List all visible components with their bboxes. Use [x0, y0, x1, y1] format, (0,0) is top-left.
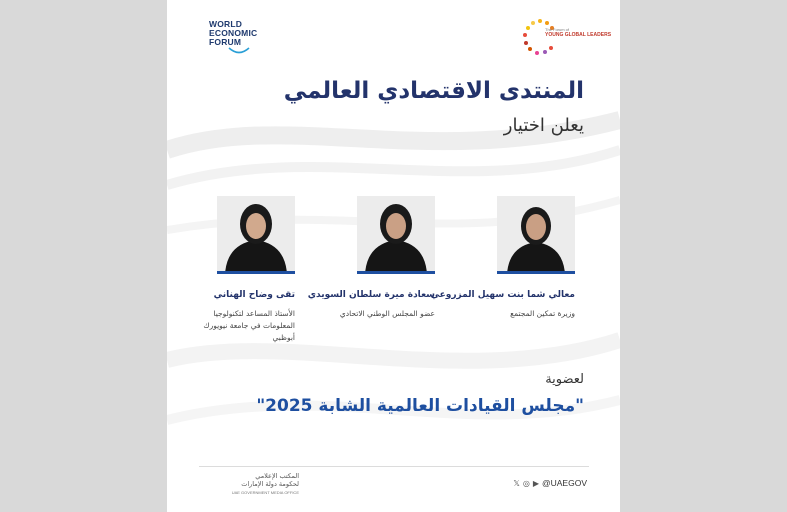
person-photo [497, 196, 575, 274]
person-name: معالي شما بنت سهيل المزروعي [430, 290, 575, 300]
wef-logo-line1: WORLD [209, 19, 243, 29]
wef-logo-line3: FORUM [209, 37, 242, 47]
person-name: سعادة ميرة سلطان السويدي [307, 290, 435, 300]
person-name: تقى وضاح الهناني [213, 290, 295, 300]
wef-logo-line2: ECONOMIC [209, 28, 258, 38]
person-card [430, 196, 575, 320]
ygl-small-text: The Forum of [545, 27, 570, 32]
person-role: عضو المجلس الوطني الاتحادي [339, 309, 435, 318]
person-card [185, 196, 295, 344]
ygl-main-text: YOUNG GLOBAL LEADERS [545, 32, 612, 38]
social-handle-text[interactable]: @UAEGOV [542, 478, 587, 488]
page-title: المنتدى الاقتصادي العالمي [283, 78, 584, 104]
media-office-arabic-line2: لحكومة دولة الإمارات [241, 480, 299, 488]
page-subtitle: يعلن اختيار [503, 115, 584, 136]
media-office-logo [199, 472, 299, 495]
person-role: الأستاذ المساعد لتكنولوجيا المعلومات في جامعة نيويورك أبوظبي [203, 309, 295, 342]
council-title: "مجلس القيادات العالمية الشابة 2025" [256, 396, 584, 416]
instagram-icon[interactable]: ◎ [522, 478, 530, 488]
wef-arc-icon [227, 47, 251, 55]
ygl-logo-text [545, 27, 615, 38]
x-icon[interactable]: 𝕏 [513, 478, 520, 488]
media-office-english: UAE GOVERNMENT MEDIA OFFICE [231, 490, 299, 495]
world-economic-forum-logo [209, 20, 279, 47]
announcement-card [167, 0, 620, 512]
social-handle [513, 478, 587, 488]
person-role: وزيرة تمكين المجتمع [510, 309, 575, 318]
person-photo [217, 196, 295, 274]
media-office-arabic-line1: المكتب الإعلامي [255, 472, 299, 480]
person-photo [357, 196, 435, 274]
person-card [307, 196, 435, 320]
youtube-icon[interactable]: ▶ [532, 478, 539, 488]
footer-divider [199, 466, 589, 467]
membership-label: لعضوية [545, 372, 584, 387]
